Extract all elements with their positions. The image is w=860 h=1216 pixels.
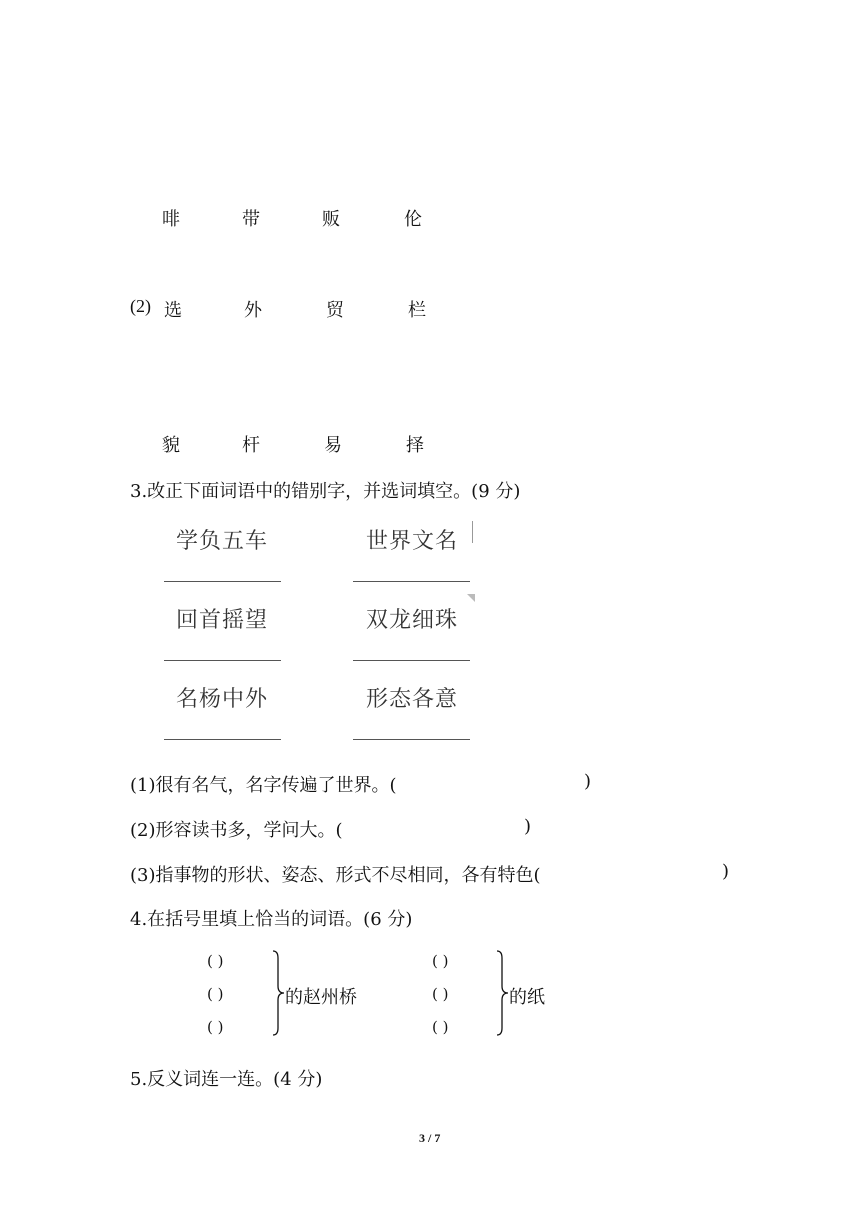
corner-triangle-icon (467, 594, 475, 602)
char: 杆 (242, 435, 260, 456)
answer-line (353, 581, 470, 582)
page-number: 3 / 7 (419, 1131, 441, 1145)
text-cursor-mark (472, 521, 473, 543)
answer-line (164, 739, 281, 740)
answer-line (353, 739, 470, 740)
section-3-title: 3.改正下面词语中的错别字，并选词填空。(9 分) (130, 481, 521, 502)
word-box-2: 世界文名 (366, 529, 459, 554)
char: 带 (242, 209, 260, 230)
question-1-close: ) (584, 771, 592, 792)
question-3-close: ) (722, 861, 730, 882)
question-number: (2) (130, 296, 151, 316)
answer-line (353, 660, 470, 661)
word-box-3: 回首摇望 (176, 608, 269, 633)
char: 易 (324, 435, 342, 456)
question-3: (3)指事物的形状、姿态、形式不尽相同，各有特色( (130, 865, 541, 886)
word-box-4: 双龙细珠 (366, 608, 459, 633)
right-brace-icon (496, 950, 510, 1036)
char: 贸 (326, 300, 344, 321)
section-4-title: 4.在括号里填上恰当的词语。(6 分) (130, 909, 413, 930)
blank-paren: ( ) (207, 985, 224, 1003)
question-1: (1)很有名气，名字传遍了世界。( (130, 775, 397, 796)
char: 伦 (404, 209, 422, 230)
right-brace-icon (272, 950, 286, 1036)
word-box-5: 名杨中外 (176, 687, 269, 712)
word-box-6: 形态各意 (366, 687, 459, 712)
answer-line (164, 660, 281, 661)
char: 啡 (162, 209, 180, 230)
char: 选 (164, 300, 182, 321)
answer-line (164, 581, 281, 582)
char: 贩 (322, 209, 340, 230)
char: 栏 (408, 300, 426, 321)
blank-paren: ( ) (207, 952, 224, 970)
char: 外 (244, 300, 262, 321)
blank-paren: ( ) (432, 985, 449, 1003)
char: 择 (406, 435, 424, 456)
group-1-suffix: 的赵州桥 (285, 987, 357, 1008)
question-2: (2)形容读书多，学问大。( (130, 820, 343, 841)
group-2-suffix: 的纸 (509, 987, 545, 1008)
question-2-close: ) (524, 816, 532, 837)
word-box-1: 学负五车 (176, 529, 269, 554)
blank-paren: ( ) (207, 1018, 224, 1036)
blank-paren: ( ) (432, 952, 449, 970)
char: 貌 (162, 435, 180, 456)
section-5-title: 5.反义词连一连。(4 分) (130, 1069, 323, 1090)
blank-paren: ( ) (432, 1018, 449, 1036)
